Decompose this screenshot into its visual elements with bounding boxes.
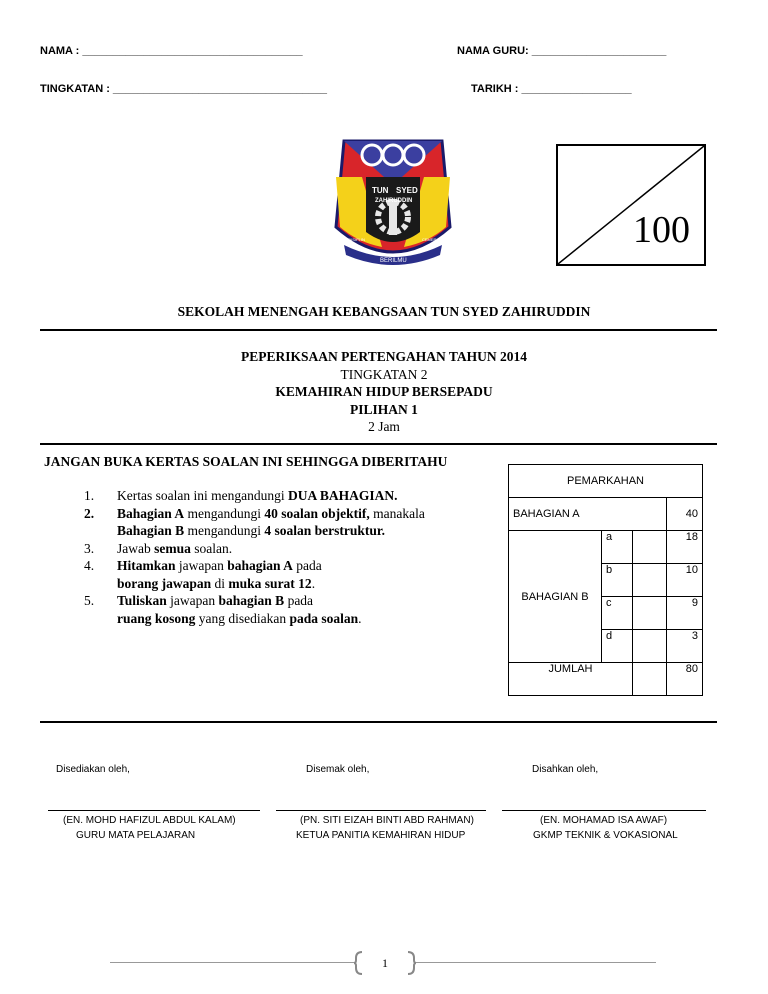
marks-heading: PEMARKAHAN xyxy=(509,465,703,498)
warning-text: JANGAN BUKA KERTAS SOALAN INI SEHINGGA DIBERITAHU xyxy=(44,454,448,469)
exam-form: TINGKATAN 2 xyxy=(340,366,428,382)
b-row-label: c xyxy=(602,597,633,630)
tingkatan-field: TINGKATAN : ___________________________________ xyxy=(40,83,328,95)
signature-role: Disemak oleh, xyxy=(306,764,370,775)
instruction-number: 4. xyxy=(84,558,95,573)
instruction-2-cont: Bahagian B mengandungi 4 soalan berstruktur. xyxy=(117,523,386,538)
b-row-label: a xyxy=(602,531,633,564)
divider-1 xyxy=(40,329,717,331)
section-a-marks: 40 xyxy=(667,498,703,531)
exam-title-block xyxy=(0,348,768,436)
signature-title: GKMP TEKNIK & VOKASIONAL xyxy=(533,830,678,841)
school-logo xyxy=(322,137,464,269)
exam-title: PEPERIKSAAN PERTENGAHAN TAHUN 2014 xyxy=(241,349,527,364)
logo-text-syed: SYED xyxy=(396,186,418,195)
nama-guru-field: NAMA GURU: ______________________ xyxy=(457,45,667,57)
instruction-number: 1. xyxy=(84,488,95,503)
instruction-list xyxy=(117,487,507,627)
tarikh-field: TARIKH : __________________ xyxy=(471,83,632,95)
b-row-marks: 3 xyxy=(667,630,703,663)
instruction-5: Tuliskan jawapan bahagian B pada xyxy=(117,593,314,608)
exam-duration: 2 Jam xyxy=(368,419,400,434)
instruction-1: Kertas soalan ini mengandungi DUA BAHAGIAN. xyxy=(117,488,398,503)
logo-text-cemerlang: CEMERLANG xyxy=(422,237,448,242)
signature-role: Disahkan oleh, xyxy=(532,764,599,775)
signature-title: GURU MATA PELAJARAN xyxy=(76,830,196,841)
section-b-label: BAHAGIAN B xyxy=(509,531,602,663)
divider-2 xyxy=(40,443,717,445)
exam-subject: KEMAHIRAN HIDUP BERSEPADU xyxy=(275,384,493,399)
instruction-2: Bahagian A mengandungi 40 soalan objektif, manakala xyxy=(117,505,425,521)
logo-text-tun: TUN xyxy=(372,186,389,195)
signature-role: Disediakan oleh, xyxy=(56,764,130,775)
signature-name: (EN. MOHD HAFIZUL ABDUL KALAM) xyxy=(63,815,236,826)
b-row-label: d xyxy=(602,630,633,663)
b-row-marks: 18 xyxy=(667,531,703,564)
signature-line xyxy=(48,810,260,811)
instruction-number: 5. xyxy=(84,593,95,608)
instruction-3: Jawab semua soalan. xyxy=(117,540,233,556)
signature-line xyxy=(502,810,706,811)
signature-name: (PN. SITI EIZAH BINTI ABD RAHMAN) xyxy=(300,815,474,826)
instruction-5-cont: ruang kosong yang disediakan pada soalan. xyxy=(117,610,362,626)
divider-3 xyxy=(40,721,717,723)
instruction-4: Hitamkan jawapan bahagian A pada xyxy=(117,558,322,573)
logo-text-berdisiplin: BERDISIPLIN xyxy=(340,237,365,242)
logo-text-berilmu: BERILMU xyxy=(380,258,407,264)
instruction-number: 3. xyxy=(84,540,95,556)
footer-line-left xyxy=(110,962,355,963)
page-number-box xyxy=(354,950,416,976)
b-row-marks: 10 xyxy=(667,564,703,597)
b-row-marks: 9 xyxy=(667,597,703,630)
footer-line-right xyxy=(416,962,656,963)
score-box xyxy=(556,144,706,266)
marks-table xyxy=(508,464,703,696)
signature-line xyxy=(276,810,486,811)
signature-name: (EN. MOHAMAD ISA AWAF) xyxy=(540,815,668,826)
instruction-numbers xyxy=(84,487,114,610)
exam-option: PILIHAN 1 xyxy=(350,401,418,417)
section-a-label: BAHAGIAN A xyxy=(509,498,667,531)
total-label: JUMLAH xyxy=(509,663,633,696)
score-total: 100 xyxy=(633,209,690,251)
logo-text-zahiruddin: ZAHIRUDDIN xyxy=(375,198,413,204)
instruction-number: 2. xyxy=(84,505,95,521)
b-row-label: b xyxy=(602,564,633,597)
school-name: SEKOLAH MENENGAH KEBANGSAAN TUN SYED ZAHIRUDDIN xyxy=(177,304,591,319)
page-number: 1 xyxy=(382,956,388,970)
signature-title: KETUA PANITIA KEMAHIRAN HIDUP xyxy=(296,830,466,841)
instruction-4-cont: borang jawapan di muka surat 12. xyxy=(117,575,316,591)
total-marks: 80 xyxy=(667,663,703,696)
nama-field: NAMA : ____________________________________ xyxy=(40,45,303,57)
